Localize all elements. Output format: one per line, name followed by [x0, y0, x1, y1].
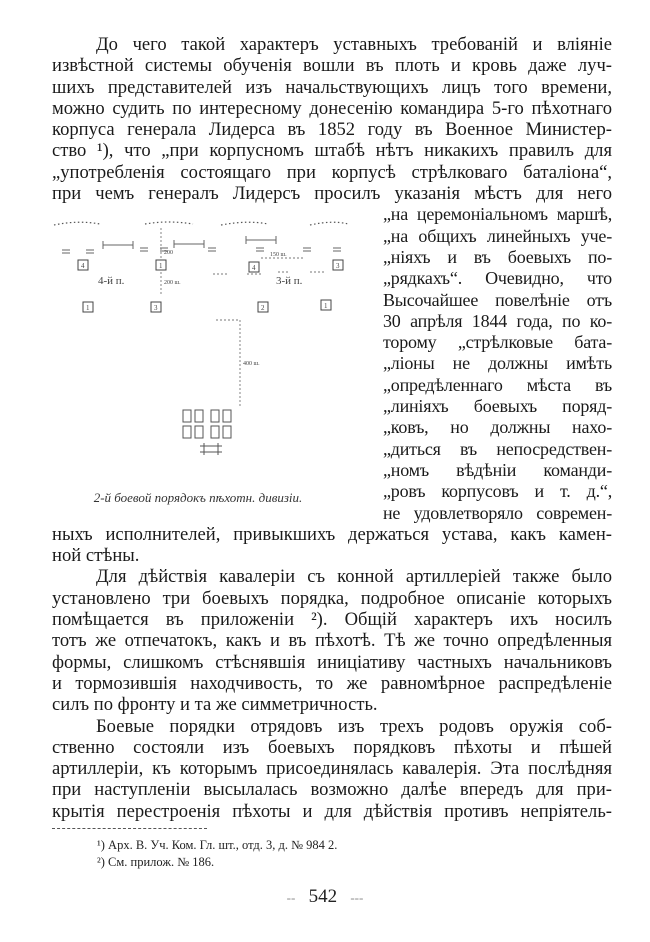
- artillery-marks: [62, 236, 341, 253]
- diagram-svg: [48, 210, 348, 470]
- label-200: 200: [164, 250, 173, 256]
- text-line: „ліоны не должны имѣть: [383, 353, 612, 374]
- footnote-1: [97, 837, 337, 854]
- skirmish-line: [54, 222, 100, 225]
- battalion-number: 4: [81, 262, 85, 270]
- text-line: „ровъ корпусовъ и т. д.“,: [383, 481, 612, 502]
- label-150-sh: 150 ш.: [270, 252, 287, 258]
- text-line: при наступленіи высылалась возможно далѣе впередъ для при-: [52, 779, 612, 801]
- text-line: артиллеріи, къ которымъ присоединялась кавалерія. Эта послѣдняя: [52, 758, 612, 780]
- reserve-boxes: [183, 410, 231, 455]
- distance-labels: [164, 250, 287, 367]
- text-line: формы, слишкомъ стѣснявшія иниціативу частныхъ начальниковъ: [52, 651, 612, 673]
- text-line: Боевые порядки отрядовъ изъ трехъ родовъ оружія соб-: [96, 715, 612, 737]
- battalion-number: 3: [336, 262, 340, 270]
- footnote-mark: ²): [97, 855, 105, 869]
- distance-lines: [161, 228, 324, 408]
- skirmish-line: [145, 222, 193, 224]
- text-line: „номъ вѣдѣніи команди-: [383, 459, 612, 480]
- text-line: ныхъ исполнителей, привыкшихъ держаться устава, какъ камен-: [52, 523, 612, 545]
- text-line: „употребленія состоящаго при корпусѣ стрѣлковаго баталіона“,: [52, 161, 612, 183]
- footnotes: [97, 837, 337, 871]
- text-line: извѣстной системы обученія вошли въ плоть и кровь даже луч-: [52, 55, 612, 77]
- text-line: при чемъ генералъ Лидерсъ просилъ указанія мѣстъ для него: [52, 183, 612, 205]
- text-line: не удовлетворяло современ-: [383, 502, 612, 523]
- battalion-number: 1: [324, 302, 328, 310]
- skirmish-lines: [54, 222, 348, 225]
- battalion-number: 1: [86, 304, 90, 312]
- text-line: „опредѣленнаго мѣста въ: [383, 374, 612, 395]
- text-line: „на общихъ линейныхъ уче-: [383, 225, 612, 246]
- label-200-sh: 200 ш.: [164, 280, 181, 286]
- footnote-mark: ¹): [97, 838, 105, 852]
- text-line: тотъ же отпечатокъ, какъ и въ пѣхотѣ. Тѣ же точно опредѣленныя: [52, 630, 612, 652]
- footnote-divider: [52, 828, 207, 829]
- page-number-row: -- 542 ---: [286, 886, 364, 907]
- paragraph-bottom: [52, 524, 612, 822]
- text-line: ной стѣны.: [52, 545, 140, 567]
- battalion-number: 4: [252, 264, 256, 272]
- battalion-number: 3: [154, 304, 158, 312]
- battle-order-diagram: [48, 210, 348, 470]
- text-line: помѣщается въ приложеніи ²). Общій характеръ ихъ носилъ: [52, 609, 612, 631]
- text-line: и тормозившія находчивость, то же равномѣрное распредѣленіе: [52, 672, 612, 694]
- figure-caption: 2-й боевой порядокъ пѣхотн. дивизіи.: [93, 490, 303, 505]
- text-line: крытія перестроенія пѣхоты и для дѣйствія противъ непріятель-: [52, 800, 612, 822]
- text-line: силъ по фронту и та же симметричность.: [52, 694, 378, 716]
- label-400-sh: 400 ш.: [243, 361, 260, 367]
- text-line: ство ¹), что „при корпусномъ штабѣ нѣтъ никакихъ правилъ для: [52, 140, 612, 162]
- footnote-text: Арх. В. Уч. Ком. Гл. шт., отд. 3, д. № 984 2.: [108, 838, 338, 852]
- footnote-text: См. прилож. № 186.: [108, 855, 215, 869]
- paragraph-side: [383, 204, 612, 523]
- paragraph-top: [52, 34, 612, 204]
- text-line: корпуса генерала Лидерса въ 1852 году въ Военное Министер-: [52, 119, 612, 141]
- text-line: шихъ представителей изъ начальствующихъ лицъ того времени,: [52, 76, 612, 98]
- label-regiment-3: 3-й п.: [276, 275, 303, 287]
- footnote-2: [97, 854, 337, 871]
- text-line: 30 апрѣля 1844 года, по ко-: [383, 310, 612, 331]
- text-line: „ковъ, но должны нахо-: [383, 417, 612, 438]
- text-line: Высочайшее повелѣніе отъ: [383, 289, 612, 310]
- text-line: „линіяхъ боевыхъ поряд-: [383, 396, 612, 417]
- label-regiment-4: 4-й п.: [98, 275, 125, 287]
- text-line: „диться въ непосредствен-: [383, 438, 612, 459]
- battalion-number: 2: [261, 304, 265, 312]
- text-line: „ніяхъ и въ боевыхъ по-: [383, 246, 612, 267]
- text-line: „на церемоніальномъ маршѣ,: [383, 204, 612, 225]
- page-number: 542: [308, 886, 338, 907]
- text-line: „рядкахъ“. Очевидно, что: [383, 268, 612, 289]
- text-line: ственно состояли изъ боевыхъ порядковъ пѣхоты и пѣшей: [52, 736, 612, 758]
- text-line: Для дѣйствія кавалеріи съ конной артиллеріей также было: [96, 566, 612, 588]
- text-line: можно судить по интересному донесенію командира 5-го пѣхотнаго: [52, 97, 612, 119]
- text-line: торому „стрѣлковые бата-: [383, 332, 612, 353]
- text-line: установлено три боевыхъ порядка, подробное описаніе которыхъ: [52, 587, 612, 609]
- skirmish-line: [310, 222, 348, 225]
- regiment-labels: [98, 275, 303, 287]
- text-line: До чего такой характеръ уставныхъ требованій и вліяніе: [96, 34, 612, 55]
- skirmish-line: [221, 222, 268, 225]
- battalion-number: 1: [159, 262, 163, 270]
